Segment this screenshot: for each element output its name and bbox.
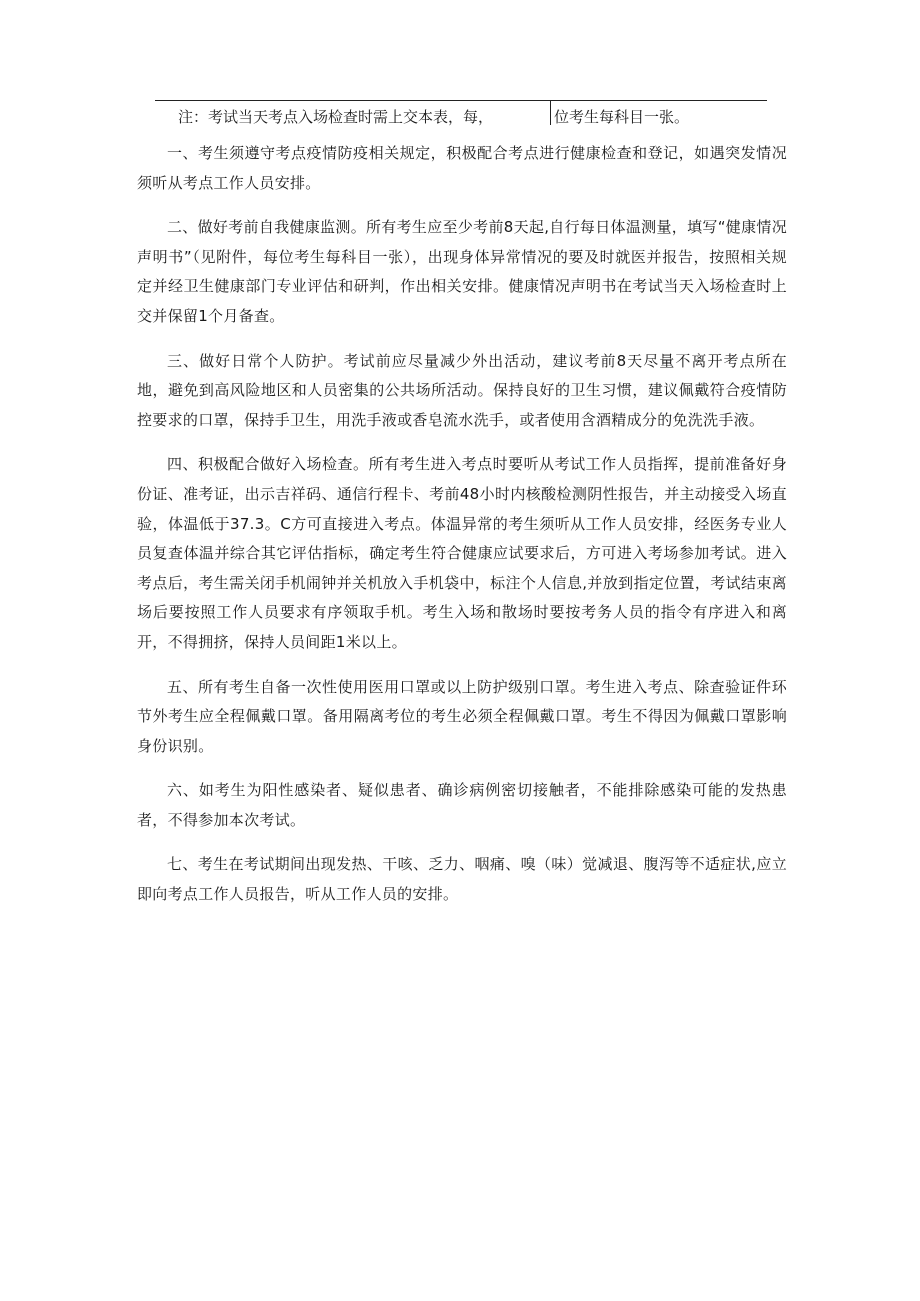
paragraph-4: 四、积极配合做好入场检查。所有考生进入考点时要听从考试工作人员指挥，提前准备好身份证、准考证，出示吉祥码、通信行程卡、考前48小时内核酸检测阴性报告，并主动接受入场直验，体温低于37.3。C方可直接进入考点。体温异常的考生须听从工作人员安排，经医务专业人员复查体温并综合其它评估指标，确定考生符合健康应试要求后，方可进入考场参加考试。进入考点后，考生需关闭手机闹钟并关机放入手机袋中，标注个人信息,并放到指定位置，考试结束离场后要按照工作人员要求有序领取手机。考生入场和散场时要按考务人员的指令有序进入和离开，不得拥挤，保持人员间距1米以上。: [137, 455, 787, 651]
table-cell-divider: [550, 101, 551, 125]
note-text-left: 注：考试当天考点入场检查时需上交本表，每，: [178, 108, 494, 126]
paragraph-6: 六、如考生为阳性感染者、疑似患者、确诊病例密切接触者，不能排除感染可能的发热患者，不得参加本次考试。: [137, 781, 787, 829]
paragraph-7: 七、考生在考试期间出现发热、干咳、乏力、咽痛、嗅（味）觉减退、腹泻等不适症状,应立即向考点工作人员报告，听从工作人员的安排。: [137, 855, 787, 904]
note-text-right: 位考生每科目一张。: [554, 108, 690, 126]
document-body: [137, 139, 787, 925]
paragraph-1: 一、考生须遵守考点疫情防疫相关规定，积极配合考点进行健康检查和登记，如遇突发情况须听从考点工作人员安排。: [137, 144, 787, 192]
table-bottom-rule: [155, 100, 767, 101]
paragraph-5: 五、所有考生自备一次性使用医用口罩或以上防护级别口罩。考生进入考点、除查验证件环节外考生应全程佩戴口罩。备用隔离考位的考生必须全程佩戴口罩。考生不得因为佩戴口罩影响身份识别。: [137, 677, 787, 755]
paragraph-2: 二、做好考前自我健康监测。所有考生应至少考前8天起,自行每日体温测量，填写“健康情况声明书”（见附件，每位考生每科目一张），出现身体异常情况的要及时就医并报告，按照相关规定并经卫生健康部门专业评估和研判，作出相关安排。健康情况声明书在考试当天入场检查时上交并保留1个月备查。: [137, 218, 787, 325]
paragraph-3: 三、做好日常个人防护。考试前应尽量减少外出活动，建议考前8天尽量不离开考点所在地，避免到高风险地区和人员密集的公共场所活动。保持良好的卫生习惯，建议佩戴符合疫情防控要求的口罩，保持手卫生，用洗手液或香皂流水洗手，或者使用含酒精成分的免洗洗手液。: [137, 351, 787, 429]
note-line: [178, 104, 768, 130]
